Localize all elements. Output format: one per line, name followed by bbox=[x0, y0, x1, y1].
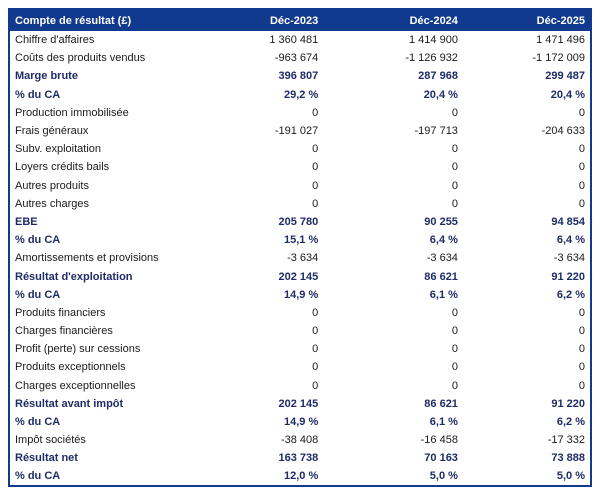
table-row bbox=[9, 177, 591, 195]
cell-value: 6,2 % bbox=[556, 416, 585, 429]
cell-value: 0 bbox=[451, 143, 458, 156]
cell-value: 0 bbox=[578, 361, 585, 374]
cell-value: 5,0 % bbox=[556, 470, 585, 483]
cell-value: -17 332 bbox=[547, 434, 585, 447]
table-row bbox=[9, 231, 591, 249]
cell-value: 0 bbox=[451, 306, 458, 319]
cell-value: 70 163 bbox=[424, 452, 458, 465]
cell-value: 0 bbox=[312, 161, 319, 174]
cell-value: 86 621 bbox=[424, 397, 458, 410]
cell-value: -16 458 bbox=[420, 434, 458, 447]
cell-value: 0 bbox=[312, 197, 319, 210]
table-row bbox=[9, 431, 591, 449]
cell-value: 0 bbox=[578, 306, 585, 319]
table-row bbox=[9, 340, 591, 358]
row-label: Résultat d'exploitation bbox=[15, 270, 133, 283]
table-row bbox=[9, 304, 591, 322]
table-row bbox=[9, 86, 591, 104]
table-row bbox=[9, 358, 591, 376]
cell-value: 91 220 bbox=[551, 397, 585, 410]
table-row bbox=[9, 49, 591, 67]
cell-value: 0 bbox=[312, 106, 319, 119]
row-label: Autres produits bbox=[15, 179, 89, 192]
row-label: Charges financières bbox=[15, 325, 113, 338]
row-label: % du CA bbox=[15, 416, 61, 429]
cell-value: 0 bbox=[578, 379, 585, 392]
cell-value: 0 bbox=[578, 325, 585, 338]
cell-value: 6,2 % bbox=[556, 288, 585, 301]
cell-value: 15,1 % bbox=[284, 234, 319, 247]
cell-value: 0 bbox=[451, 343, 458, 356]
row-label: Coûts des produits vendus bbox=[15, 52, 146, 65]
cell-value: 73 888 bbox=[551, 452, 585, 465]
table-row bbox=[9, 449, 591, 467]
cell-value: 202 145 bbox=[278, 397, 319, 410]
table-row bbox=[9, 395, 591, 413]
row-label: % du CA bbox=[15, 234, 61, 247]
row-label: Résultat avant impôt bbox=[15, 397, 124, 410]
row-label: Impôt sociétés bbox=[15, 434, 86, 447]
cell-value: 0 bbox=[451, 325, 458, 338]
table-row bbox=[9, 122, 591, 140]
cell-value: -204 633 bbox=[541, 125, 585, 138]
row-label: Marge brute bbox=[15, 70, 78, 83]
table-row bbox=[9, 31, 591, 49]
cell-value: -197 713 bbox=[414, 125, 458, 138]
cell-value: 0 bbox=[312, 143, 319, 156]
row-label: Frais généraux bbox=[15, 125, 89, 138]
table-row bbox=[9, 468, 591, 487]
table-row bbox=[9, 67, 591, 85]
row-label: % du CA bbox=[15, 470, 61, 483]
column-header-dec-2025: Déc-2025 bbox=[463, 9, 591, 31]
table-row bbox=[9, 413, 591, 431]
cell-value: 14,9 % bbox=[284, 416, 319, 429]
header-row bbox=[9, 9, 591, 31]
cell-value: 1 471 496 bbox=[536, 34, 585, 47]
cell-value: 14,9 % bbox=[284, 288, 319, 301]
cell-value: -38 408 bbox=[280, 434, 319, 447]
cell-value: 1 414 900 bbox=[409, 34, 458, 47]
row-label: EBE bbox=[15, 215, 38, 228]
row-label: Production immobilisée bbox=[15, 106, 129, 119]
row-label: % du CA bbox=[15, 88, 61, 101]
row-label: Chiffre d'affaires bbox=[15, 34, 95, 47]
cell-value: 0 bbox=[312, 325, 319, 338]
cell-value: -963 674 bbox=[274, 52, 319, 65]
cell-value: 0 bbox=[451, 379, 458, 392]
table-row bbox=[9, 104, 591, 122]
table-row bbox=[9, 286, 591, 304]
row-label: Loyers crédits bails bbox=[15, 161, 110, 174]
cell-value: 396 807 bbox=[278, 70, 319, 83]
column-header-dec-2024: Déc-2024 bbox=[323, 9, 463, 31]
cell-value: 0 bbox=[578, 161, 585, 174]
cell-value: 20,4 % bbox=[550, 88, 585, 101]
table-row bbox=[9, 140, 591, 158]
cell-value: -3 634 bbox=[553, 252, 585, 265]
cell-value: 1 360 481 bbox=[269, 34, 319, 47]
table-row bbox=[9, 195, 591, 213]
row-label: Charges exceptionnelles bbox=[15, 379, 136, 392]
row-label: Profit (perte) sur cessions bbox=[15, 343, 141, 356]
table-row bbox=[9, 322, 591, 340]
cell-value: -3 634 bbox=[426, 252, 458, 265]
cell-value: 0 bbox=[312, 179, 319, 192]
cell-value: 0 bbox=[312, 343, 319, 356]
cell-value: 0 bbox=[312, 306, 319, 319]
cell-value: 0 bbox=[578, 106, 585, 119]
row-label: Subv. exploitation bbox=[15, 143, 102, 156]
table-row bbox=[9, 267, 591, 285]
cell-value: 0 bbox=[451, 161, 458, 174]
cell-value: 6,1 % bbox=[429, 416, 458, 429]
cell-value: 94 854 bbox=[551, 215, 585, 228]
cell-value: 0 bbox=[312, 379, 319, 392]
cell-value: 20,4 % bbox=[423, 88, 458, 101]
cell-value: 0 bbox=[312, 361, 319, 374]
cell-value: 6,4 % bbox=[556, 234, 585, 247]
column-header-dec-2023: Déc-2023 bbox=[189, 9, 323, 31]
income-statement-table bbox=[8, 8, 592, 487]
cell-value: 0 bbox=[451, 197, 458, 210]
cell-value: -3 634 bbox=[287, 252, 319, 265]
row-label: Produits financiers bbox=[15, 306, 106, 319]
cell-value: 0 bbox=[451, 179, 458, 192]
table-row bbox=[9, 377, 591, 395]
table-row bbox=[9, 249, 591, 267]
cell-value: 0 bbox=[578, 343, 585, 356]
cell-value: 0 bbox=[451, 106, 458, 119]
cell-value: 202 145 bbox=[278, 270, 319, 283]
row-label: Résultat net bbox=[15, 452, 78, 465]
row-label: Autres charges bbox=[15, 197, 89, 210]
cell-value: -1 126 932 bbox=[405, 52, 458, 65]
cell-value: 0 bbox=[451, 361, 458, 374]
cell-value: -1 172 009 bbox=[532, 52, 585, 65]
table-body bbox=[9, 31, 591, 486]
cell-value: 29,2 % bbox=[284, 88, 319, 101]
cell-value: 287 968 bbox=[418, 70, 458, 83]
row-label: Amortissements et provisions bbox=[15, 252, 159, 265]
row-label: % du CA bbox=[15, 288, 61, 301]
cell-value: -191 027 bbox=[274, 125, 319, 138]
cell-value: 0 bbox=[578, 179, 585, 192]
cell-value: 12,0 % bbox=[284, 470, 319, 483]
table-row bbox=[9, 158, 591, 176]
cell-value: 0 bbox=[578, 143, 585, 156]
cell-value: 205 780 bbox=[278, 215, 319, 228]
cell-value: 91 220 bbox=[551, 270, 585, 283]
table-title: Compte de résultat (£) bbox=[9, 9, 189, 31]
cell-value: 86 621 bbox=[424, 270, 458, 283]
cell-value: 6,4 % bbox=[429, 234, 458, 247]
row-label: Produits exceptionnels bbox=[15, 361, 126, 374]
cell-value: 90 255 bbox=[424, 215, 458, 228]
cell-value: 5,0 % bbox=[429, 470, 458, 483]
cell-value: 6,1 % bbox=[429, 288, 458, 301]
cell-value: 0 bbox=[578, 197, 585, 210]
cell-value: 163 738 bbox=[278, 452, 319, 465]
table-row bbox=[9, 213, 591, 231]
cell-value: 299 487 bbox=[545, 70, 585, 83]
